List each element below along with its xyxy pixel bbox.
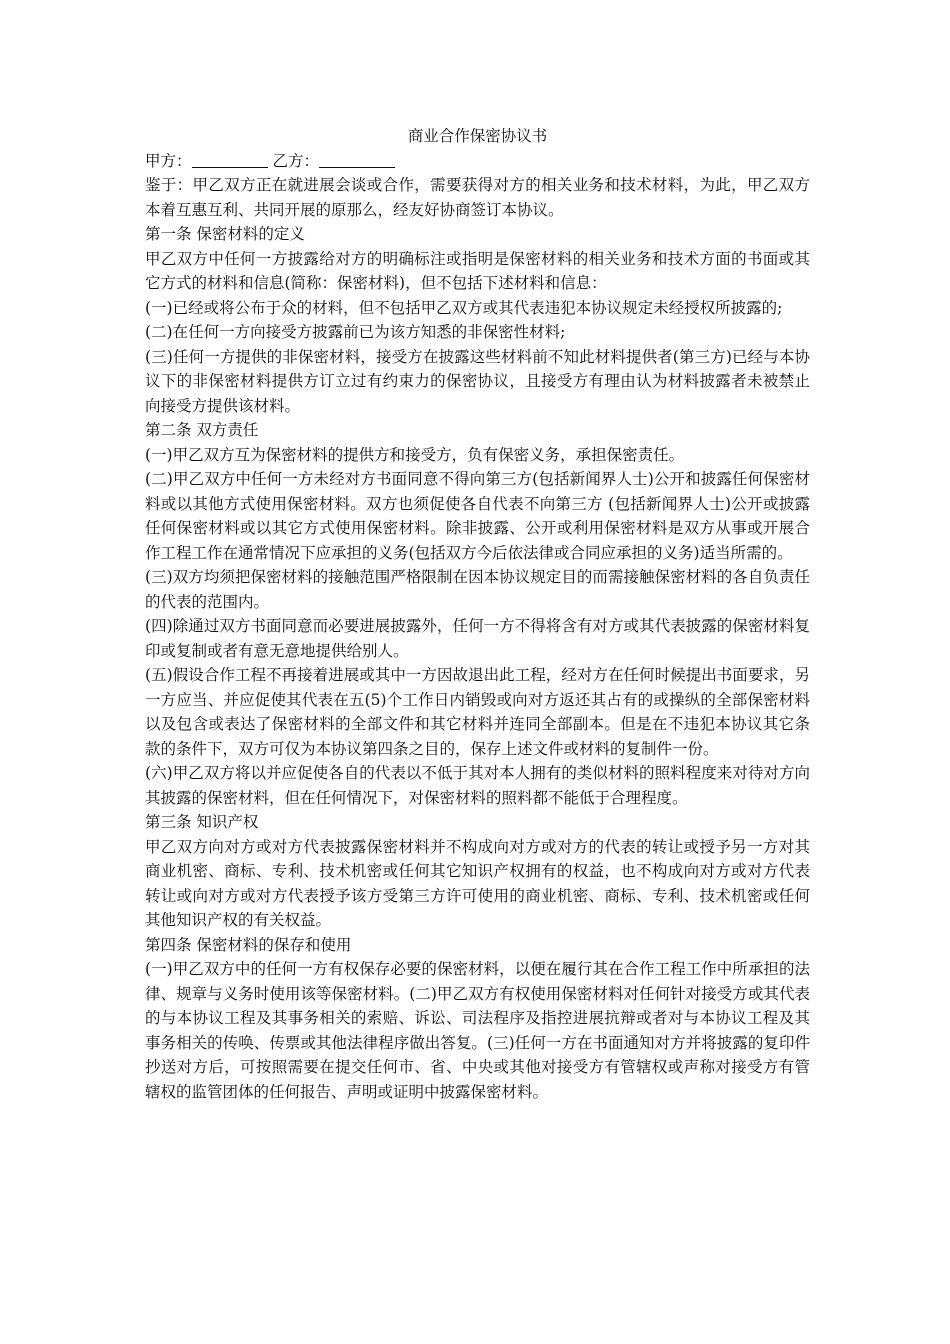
- parties-line: [145, 149, 810, 174]
- paragraph: 甲乙双方向对方或对方代表披露保密材料并不构成向对方或对方的代表的转让或授予另一方对其商业机密、商标、专利、技术机密或任何其它知识产权拥有的权益，也不构成向对方或对方代表转让或向对方或对方代表授予该方受第三方许可使用的商业机密、商标、专利、技术机密或任何其他知识产权的有关权益。: [145, 837, 810, 929]
- party-a-label: 甲方：: [145, 151, 192, 170]
- paragraph: (六)甲乙双方将以并应促使各自的代表以不低于其对本人拥有的类似材料的照料程度来对待对方向其披露的保密材料，但在任何情况下，对保密材料的照料都不能低于合理程度。: [145, 764, 810, 807]
- paragraph: (三)双方均须把保密材料的接触范围严格限制在因本协议规定目的而需接触保密材料的各自负责任的代表的范围内。: [145, 568, 810, 611]
- paragraph: 甲乙双方中任何一方披露给对方的明确标注或指明是保密材料的相关业务和技术方面的书面或其它方式的材料和信息(简称：保密材料)，但不包括下述材料和信息：: [145, 249, 810, 292]
- party-a-blank: [192, 151, 268, 168]
- paragraph: (二)在任何一方向接受方披露前已为该方知悉的非保密性材料;: [145, 323, 566, 341]
- party-b-blank: [319, 151, 395, 168]
- document-page: [145, 124, 810, 1104]
- paragraph: (二)甲乙双方中任何一方未经对方书面同意不得向第三方(包括新闻界人士)公开和披露任何保密材料或以其他方式使用保密材料。双方也须促使各自代表不向第三方 (包括新闻界人士)公开或披露任何保密材料或以其它方式使用保密材料。除非披露、公开或利用保密材料是双方从事或开展合作工程工作在通常情况下应承担的义务(包括双方今后依法律或合同应承担的义务)适当所需的。: [145, 470, 810, 562]
- party-b-label: 乙方：: [272, 151, 319, 170]
- paragraph: (三)任何一方提供的非保密材料，接受方在披露这些材料前不知此材料提供者(第三方)已经与本协议下的非保密材料提供方订立过有约束力的保密协议，且接受方有理由认为材料披露者未被禁止向接受方提供该材料。: [145, 347, 810, 415]
- article-1-heading: 第一条 保密材料的定义: [145, 225, 305, 243]
- paragraph: (一)甲乙双方互为保密材料的提供方和接受方，负有保密义务，承担保密责任。: [145, 445, 685, 464]
- paragraph: (五)假设合作工程不再接着进展或其中一方因故退出此工程，经对方在任何时候提出书面要求，另一方应当、并应促使其代表在五(5)个工作日内销毁或向对方返还其占有的或操纵的全部保密材料以及包含或表达了保密材料的全部文件和其它材料并连同全部副本。但是在不违犯本协议其它条款的条件下，双方可仅为本协议第四条之目的，保存上述文件或材料的复制件一份。: [145, 666, 810, 758]
- article-2-heading: 第二条 双方责任: [145, 421, 259, 439]
- paragraph: (一)已经或将公布于众的材料，但不包括甲乙双方或其代表违犯本协议规定未经授权所披露的;: [145, 298, 783, 317]
- article-3-heading: 第三条 知识产权: [145, 813, 259, 831]
- paragraph: (四)除通过双方书面同意而必要进展披露外，任何一方不得将含有对方或其代表披露的保密材料复印或复制或者有意无意地提供给别人。: [145, 617, 810, 660]
- paragraph: (一)甲乙双方中的任何一方有权保存必要的保密材料，以便在履行其在合作工程工作中所承担的法律、规章与义务时使用该等保密材料。(二)甲乙双方有权使用保密材料对任何针对接受方或其代表的与本协议工程及其事务相关的索赔、诉讼、司法程序及指控进展抗辩或者对与本协议工程及其事务相关的传唤、传票或其他法律程序做出答复。(三)任何一方在书面通知对方并将披露的复印件抄送对方后，可按照需要在提交任何市、省、中央或其他对接受方有管辖权或声称对接受方有管辖权的监管团体的任何报告、声明或证明中披露保密材料。: [145, 960, 810, 1101]
- article-4-heading: 第四条 保密材料的保存和使用: [145, 935, 352, 954]
- paragraph-preamble: 鉴于：甲乙双方正在就进展会谈或合作，需要获得对方的相关业务和技术材料，为此，甲乙双方本着互惠互利、共同开展的原那么，经友好协商签订本协议。: [145, 176, 810, 219]
- document-title: 商业合作保密协议书: [407, 127, 548, 145]
